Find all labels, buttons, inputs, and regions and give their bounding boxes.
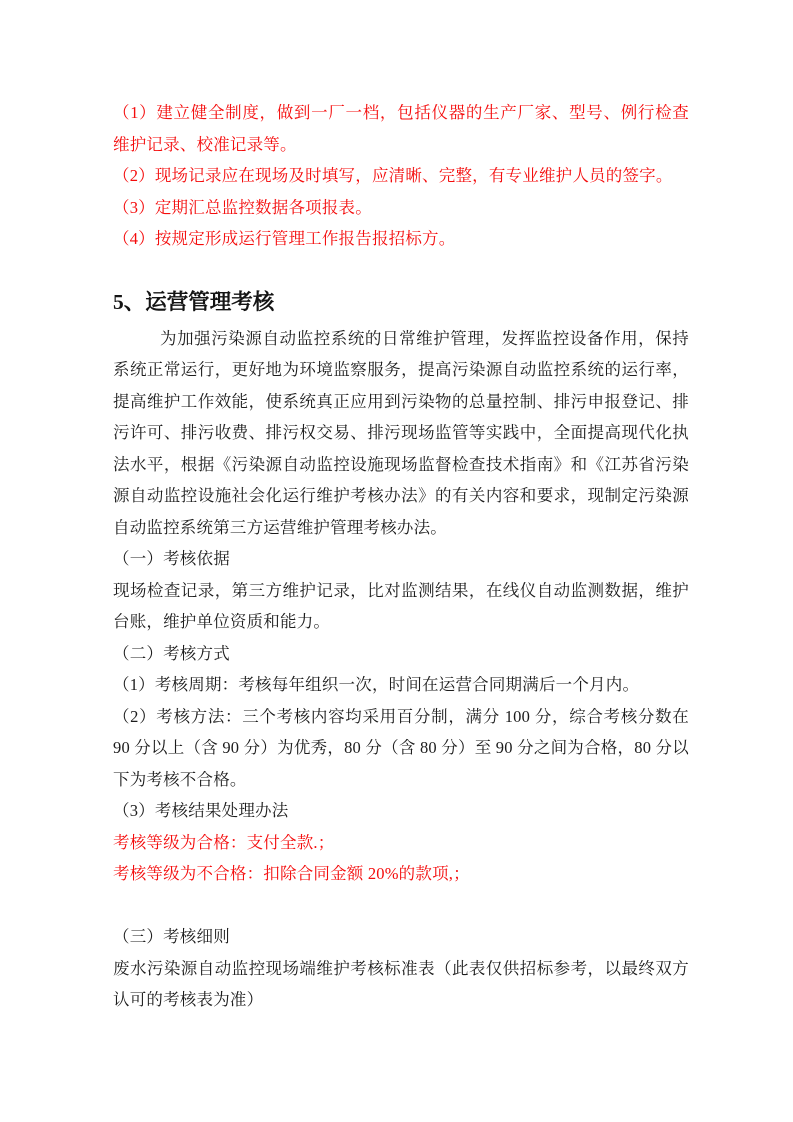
intro-paragraph: 为加强污染源自动监控系统的日常维护管理，发挥监控设备作用，保持系统正常运行，更好地为环境监察服务，提高污染源自动监控系统的运行率，提高维护工作效能，使系统真正应用到污染物的总量控制、排污申报登记、排污许可、排污收费、排污权交易、排污现场监管等实践中，全面提高现代化执法水平，根据《污染源自动监控设施现场监督检查技术指南》和《江苏省污染源自动监控设施社会化运行维护考核办法》的有关内容和要求，现制定污染源自动监控系统第三方运营维护管理考核办法。 [113,328,689,537]
blank-line [113,890,689,922]
red-list-item-3: （3）定期汇总监控数据各项报表。 [113,197,372,217]
red-list-item-4: （4）按规定形成运行管理工作报告报招标方。 [113,229,456,248]
subsection-1-title: （一）考核依据 [113,549,230,568]
red-list-item-1: （1）建立健全制度，做到一厂一档，包括仪器的生产厂家、型号、例行检查维护记录、校准记录等。 [113,103,689,154]
subsection-3-title: （三）考核细则 [113,927,230,946]
subsection-2-item-2: （2）考核方法：三个考核内容均采用百分制，满分 100 分，综合考核分数在 90 分以上（含 90 分）为优秀，80 分（含 80 分）至 90 分之间为合格，80 分以下为考核不合格。 [113,706,689,789]
subsection-2-title: （二）考核方式 [113,643,230,663]
subsection-3-body: 废水污染源自动监控现场端维护考核标准表（此表仅供招标参考，以最终双方认可的考核表为准） [113,958,689,1009]
subsection-2-item-1: （1）考核周期：考核每年组织一次，时间在运营合同期满后一个月内。 [113,675,640,694]
result-pass-line: 考核等级为合格：支付全款.； [113,832,335,852]
section-heading: 5、运营管理考核 [113,289,275,314]
result-fail-line: 考核等级为不合格：扣除合同金额 20%的款项,； [113,864,470,883]
red-list-item-2: （2）现场记录应在现场及时填写，应清晰、完整，有专业维护人员的签字。 [113,166,673,185]
subsection-1-body: 现场检查记录，第三方维护记录，比对监测结果，在线仪自动监测数据，维护台账，维护单位资质和能力。 [113,580,689,631]
subsection-2-item-3: （3）考核结果处理办法 [113,801,289,820]
